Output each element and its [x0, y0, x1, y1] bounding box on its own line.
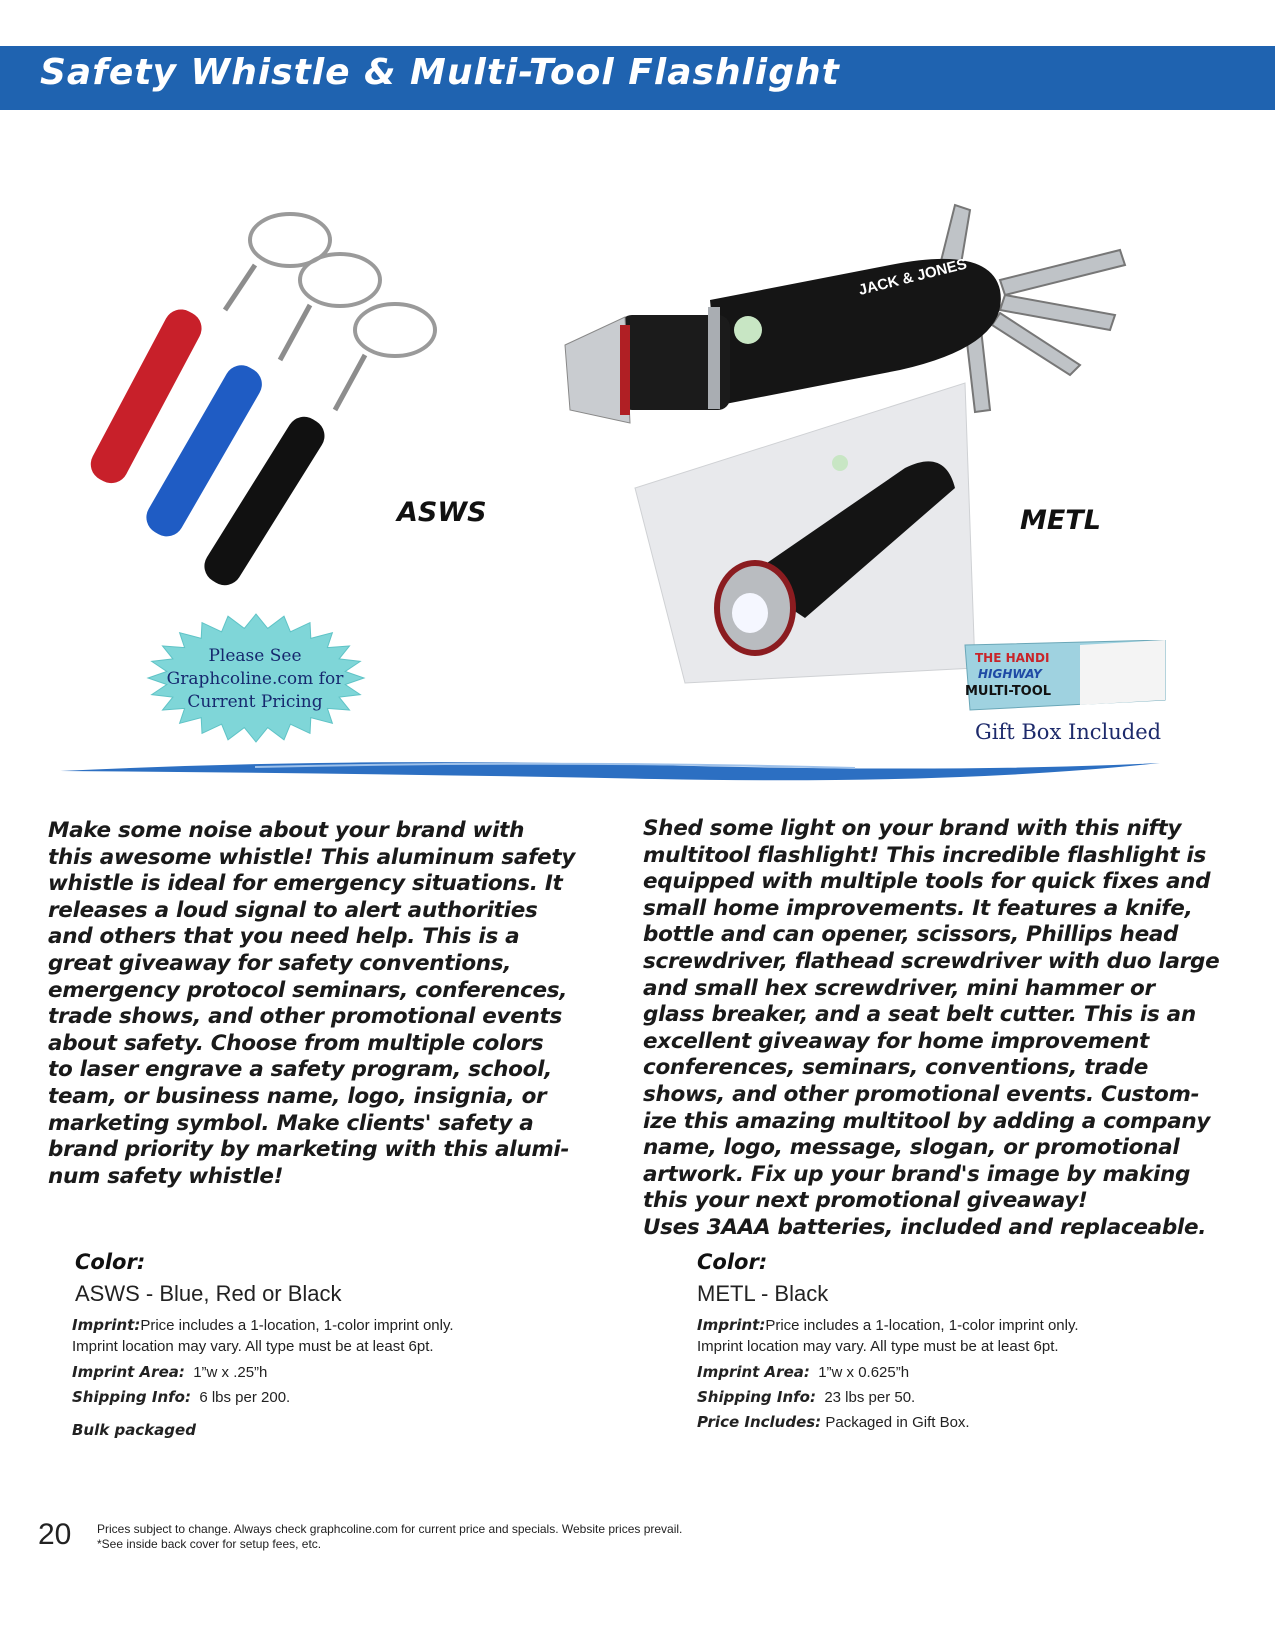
metl-description-line: and small hex screwdriver, mini hammer or — [643, 975, 1155, 1001]
metl-description-line: multitool flashlight! This incredible flashlight is — [643, 842, 1206, 868]
asws-shipping-value: 6 lbs per 200. — [199, 1389, 291, 1406]
asws-imprint-area-label: Imprint Area: — [72, 1363, 185, 1381]
metl-description-line: small home improvements. It features a knife, — [643, 895, 1193, 921]
footer-note: Prices subject to change. Always check graphcoline.com for current price and specials. Website prices prevail. — [97, 1522, 683, 1536]
flashlight-button — [734, 316, 762, 344]
metl-imprint — [697, 1315, 1079, 1357]
metl-description-line: artwork. Fix up your brand's image by making — [643, 1161, 1191, 1187]
asws-description-line: trade shows, and other promotional events — [48, 1004, 563, 1030]
photo-background — [635, 383, 975, 683]
metl-price-includes-value: Packaged in Gift Box. — [825, 1414, 970, 1431]
flashlight-brand-text: JACK & JONES — [856, 255, 969, 299]
metl-imprint-text-2: Imprint location may vary. All type must be at least 6pt. — [697, 1338, 1059, 1355]
asws-imprint-area — [72, 1362, 267, 1383]
sku-label-asws: ASWS — [397, 497, 487, 528]
asws-description-line: whistle is ideal for emergency situations. It — [48, 871, 563, 897]
asws-color-heading: Color: — [75, 1250, 146, 1274]
metl-description-line: this your next promotional giveaway! — [643, 1188, 1088, 1214]
metl-price-includes-label: Price Includes: — [697, 1413, 822, 1431]
asws-imprint-area-value: 1”w x .25”h — [193, 1364, 268, 1381]
asws-imprint-text-2: Imprint location may vary. All type must be at least 6pt. — [72, 1338, 434, 1355]
metl-price-includes — [697, 1412, 970, 1433]
key-ring — [300, 254, 380, 306]
metl-shipping-value: 23 lbs per 50. — [824, 1389, 916, 1406]
metl-description-line: Uses 3AAA batteries, included and replaceable. — [643, 1214, 1207, 1240]
asws-description-line: emergency protocol seminars, conferences, — [48, 977, 568, 1003]
asws-description-line: marketing symbol. Make clients' safety a — [48, 1110, 534, 1136]
metl-imprint-area-value: 1”w x 0.625”h — [818, 1364, 910, 1381]
tool-blade — [1000, 250, 1125, 295]
starburst-line: Please See — [208, 646, 302, 666]
asws-description-line: and others that you need help. This is a — [48, 924, 520, 950]
asws-description-line: to laser engrave a safety program, school, — [48, 1057, 553, 1083]
pricing-starburst-text — [150, 645, 360, 714]
key-chain — [335, 355, 365, 410]
metl-imprint-label: Imprint: — [697, 1316, 766, 1334]
asws-description-line: releases a loud signal to alert authorities — [48, 897, 538, 923]
key-ring — [355, 304, 435, 356]
asws-packaging — [72, 1420, 196, 1441]
metl-description-line: name, logo, message, slogan, or promotional — [643, 1135, 1180, 1161]
metl-description-line: bottle and can opener, scissors, Phillips head — [643, 922, 1179, 948]
asws-description-line: brand priority by marketing with this alumi- — [48, 1137, 570, 1163]
gift-box-line: HIGHWAY — [978, 667, 1042, 681]
photo-flashlight-button — [832, 455, 848, 471]
metl-description-line: conferences, seminars, conventions, trade — [643, 1055, 1149, 1081]
page-number: 20 — [38, 1518, 72, 1551]
starburst-line: Graphcoline.com for — [166, 669, 344, 689]
metl-color-heading: Color: — [697, 1250, 768, 1274]
starburst-line: Current Pricing — [187, 692, 323, 712]
asws-imprint — [72, 1315, 454, 1357]
gift-box-image — [960, 640, 1170, 715]
metl-imprint-area — [697, 1362, 909, 1383]
asws-shipping-label: Shipping Info: — [72, 1388, 191, 1406]
asws-shipping — [72, 1387, 290, 1408]
gift-box-panel — [1080, 640, 1165, 705]
metl-description-line: equipped with multiple tools for quick fixes and — [643, 869, 1211, 895]
asws-description-line: num safety whistle! — [48, 1163, 284, 1189]
asws-packaging-note: Bulk packaged — [72, 1421, 196, 1439]
metl-imprint-area-label: Imprint Area: — [697, 1363, 810, 1381]
metl-description-line: screwdriver, flathead screwdriver with duo large — [643, 948, 1220, 974]
page-title: Safety Whistle & Multi-Tool Flashlight — [40, 52, 840, 93]
gift-box-line: MULTI-TOOL — [965, 684, 1052, 699]
footer-note-setup: *See inside back cover for setup fees, etc. — [97, 1537, 322, 1551]
asws-color-value: ASWS - Blue, Red or Black — [75, 1281, 342, 1306]
metl-imprint-text: Price includes a 1-location, 1-color imprint only. — [765, 1317, 1079, 1334]
asws-description — [48, 818, 575, 1190]
flashlight-photo — [625, 378, 980, 688]
asws-description-line: Make some noise about your brand with — [48, 818, 525, 843]
gift-box-caption: Gift Box Included — [975, 720, 1162, 744]
asws-imprint-text: Price includes a 1-location, 1-color imprint only. — [140, 1317, 454, 1334]
metl-description-line: shows, and other promotional events. Custom- — [643, 1081, 1200, 1107]
gift-box-line: THE HANDI — [975, 651, 1050, 665]
metl-description — [643, 816, 1219, 1242]
asws-description-line: team, or business name, logo, insignia, or — [48, 1083, 547, 1109]
metl-description-line: glass breaker, and a seat belt cutter. This is an — [643, 1002, 1196, 1028]
metl-shipping-label: Shipping Info: — [697, 1388, 816, 1406]
asws-imprint-label: Imprint: — [72, 1316, 141, 1334]
metl-description-line: Shed some light on your brand with this nifty — [643, 816, 1182, 841]
photo-flashlight-lens — [732, 593, 768, 633]
metl-color-value: METL - Black — [697, 1281, 829, 1306]
key-chain — [280, 305, 310, 360]
metl-shipping — [697, 1387, 915, 1408]
key-chain — [225, 265, 255, 310]
asws-description-line: great giveaway for safety conventions, — [48, 950, 512, 976]
sku-label-metl: METL — [1020, 505, 1101, 536]
metl-description-line: ize this amazing multitool by adding a company — [643, 1108, 1211, 1134]
whistles-image — [40, 200, 470, 620]
metl-description-line: excellent giveaway for home improvement — [643, 1028, 1150, 1054]
swoosh-divider — [55, 755, 1165, 785]
asws-description-line: this awesome whistle! This aluminum safety — [48, 844, 576, 870]
asws-description-line: about safety. Choose from multiple colors — [48, 1030, 544, 1056]
